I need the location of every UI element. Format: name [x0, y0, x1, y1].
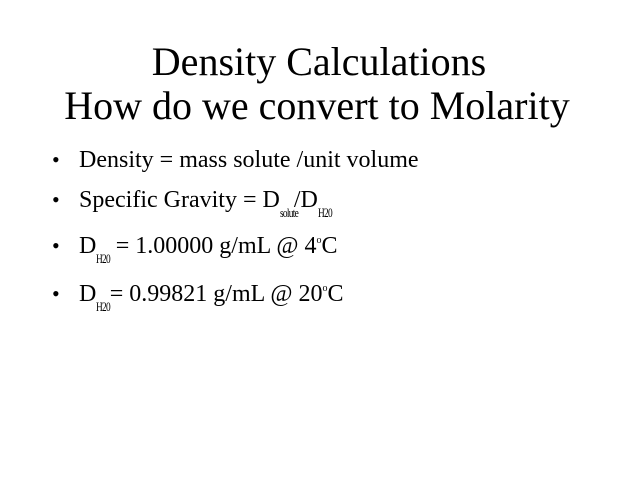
subscript-h20: H20: [96, 299, 111, 314]
bullet-list: [52, 144, 419, 324]
bullet-density-water-20c: [52, 276, 419, 324]
bullet-dot-icon: •: [52, 187, 60, 212]
subscript-solute: solute: [279, 205, 298, 220]
bullet-text-mid: = 1.00000 g/mL @ 4: [109, 233, 317, 259]
bullet-text-suffix: C: [327, 281, 344, 307]
bullet-text-mid: /D: [293, 187, 318, 213]
bullet-text-suffix: C: [321, 233, 338, 259]
bullet-density: [52, 144, 419, 184]
bullet-dot-icon: •: [52, 233, 60, 258]
bullet-text: Density = mass solute /unit volume: [79, 147, 419, 173]
superscript-degree: o: [322, 283, 328, 294]
subscript-h20: H20: [96, 251, 111, 266]
bullet-dot-icon: •: [52, 147, 60, 172]
bullet-density-water-4c: [52, 228, 419, 276]
slide-title: [0, 40, 638, 128]
bullet-text: D: [79, 281, 97, 307]
title-line-1: Density Calculations: [151, 39, 487, 84]
bullet-text-mid: = 0.99821 g/mL @ 20: [109, 281, 323, 307]
bullet-dot-icon: •: [52, 281, 60, 306]
bullet-specific-gravity: [52, 184, 419, 228]
subscript-h20: H20: [317, 205, 332, 220]
bullet-text: Specific Gravity = D: [79, 187, 280, 213]
superscript-degree: o: [316, 235, 322, 246]
bullet-text: D: [79, 233, 97, 259]
title-line-2: How do we convert to Molarity: [64, 83, 570, 128]
